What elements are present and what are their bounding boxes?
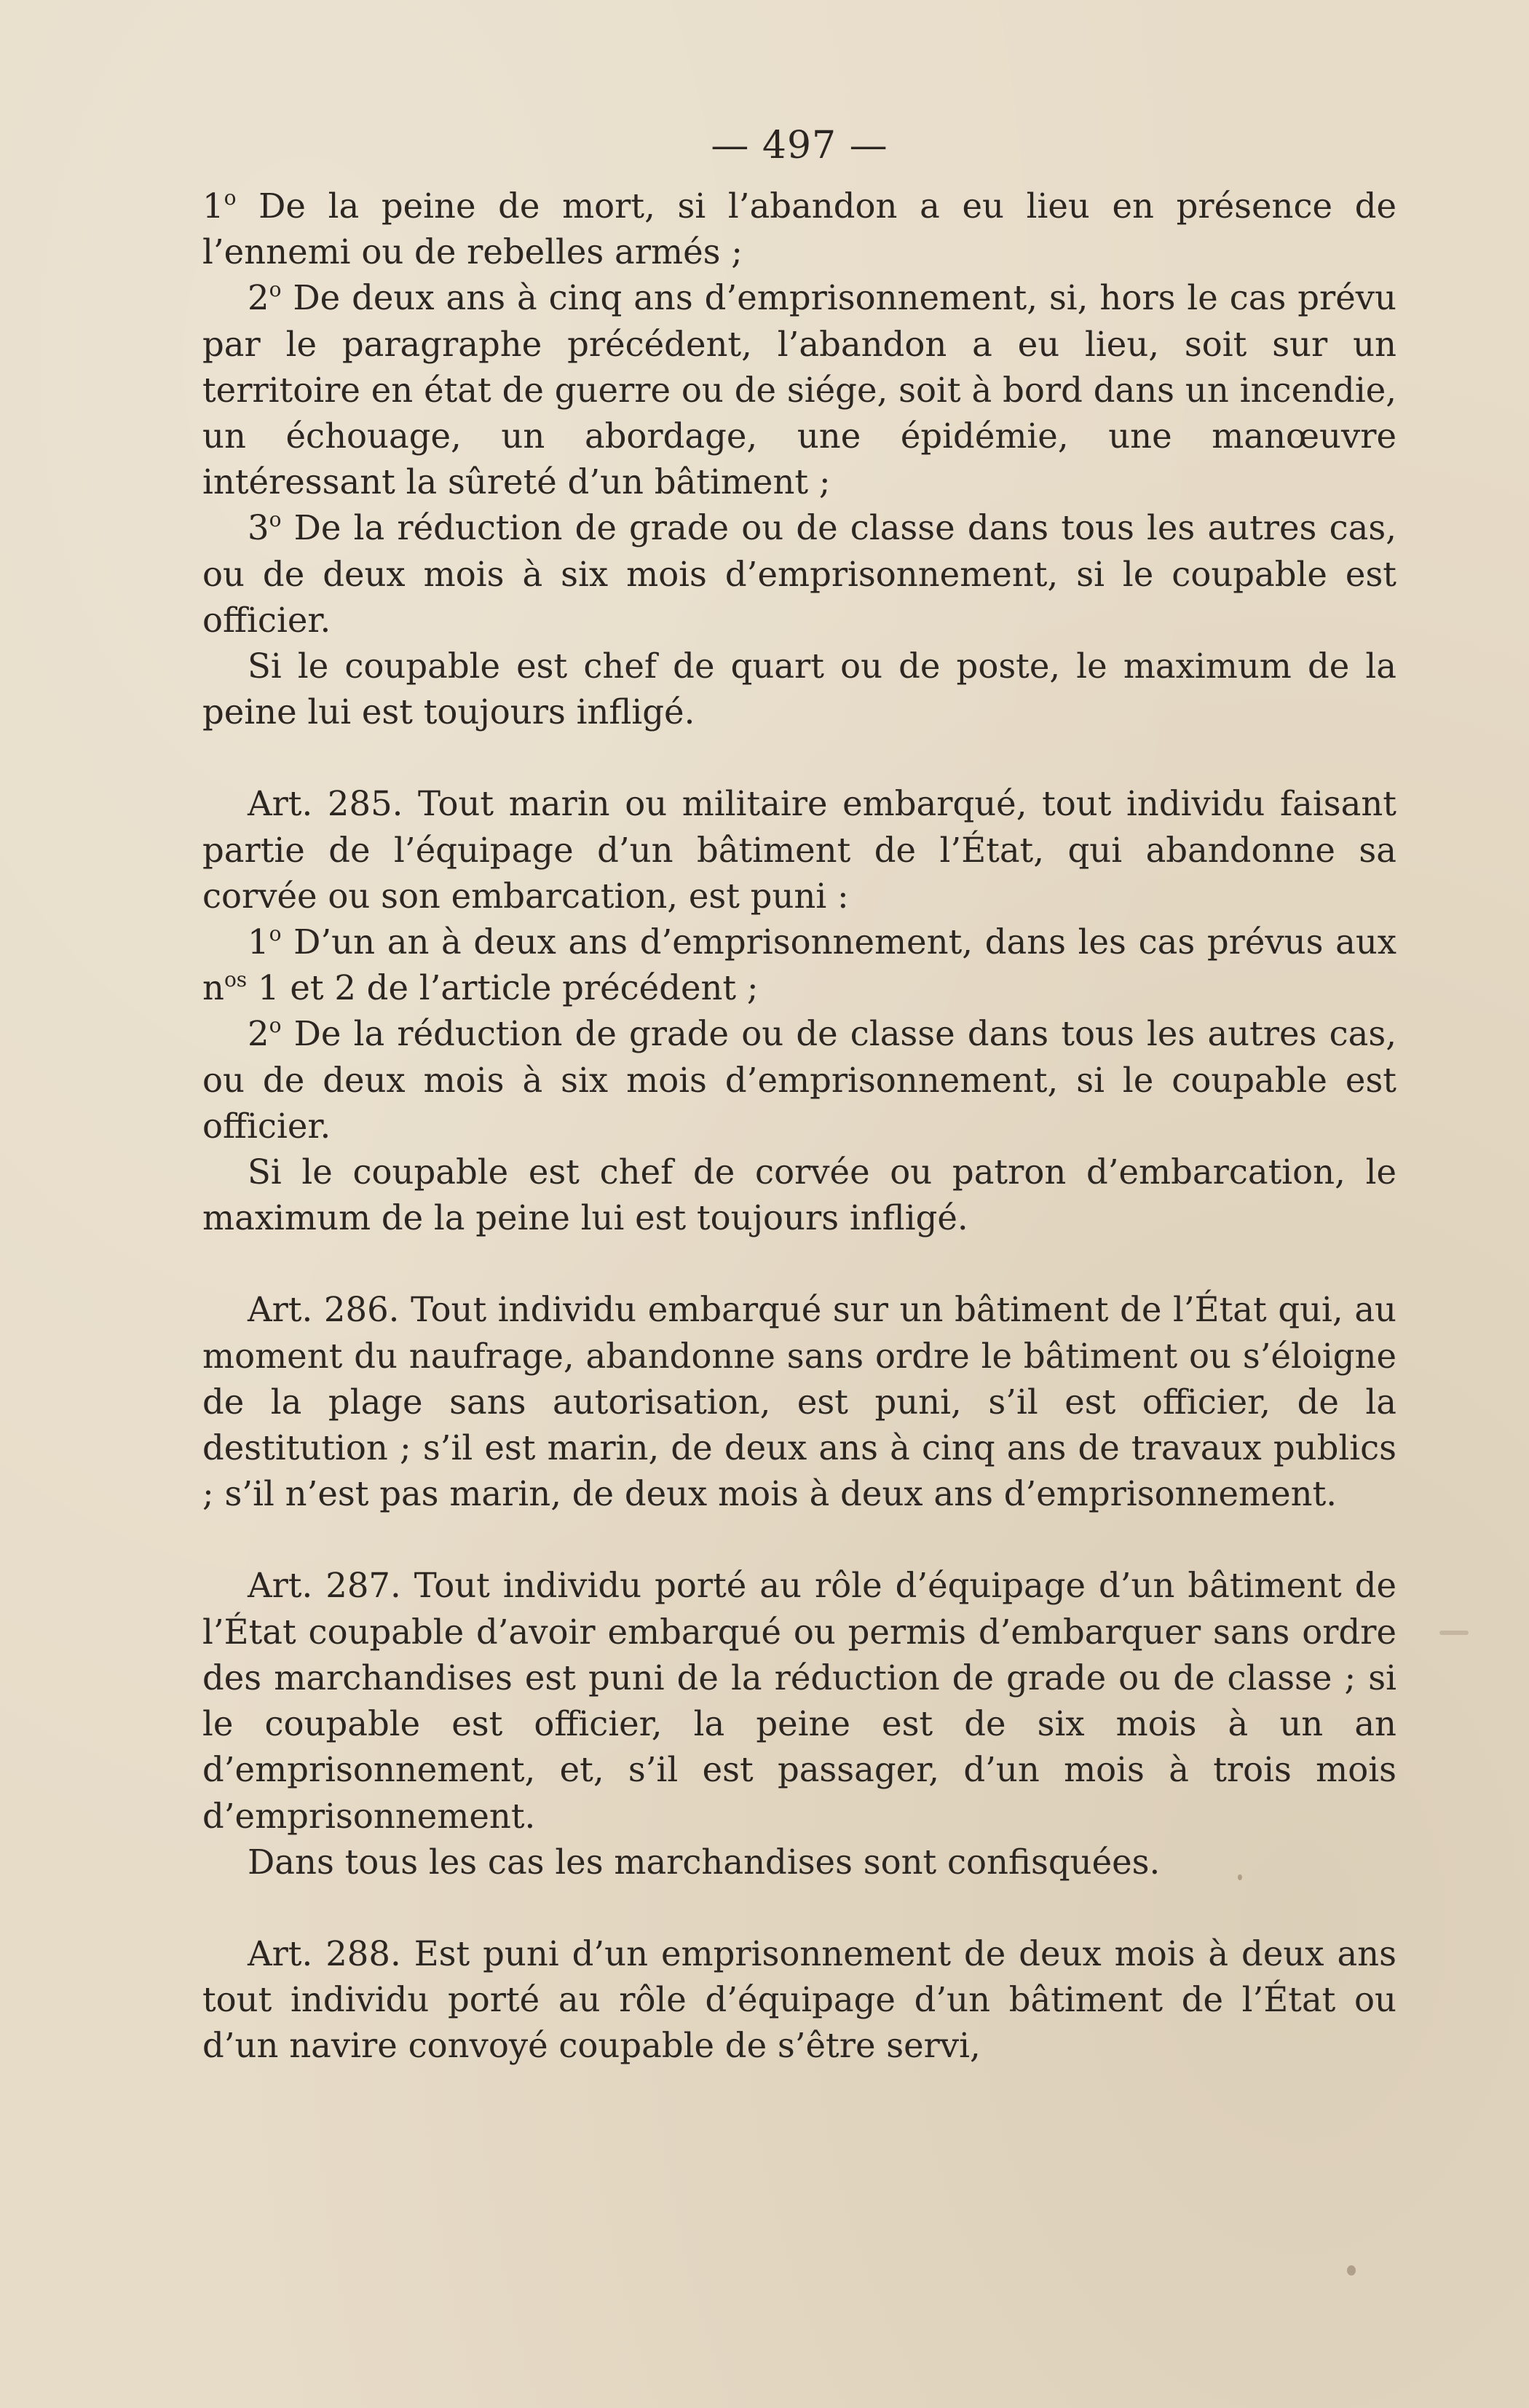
paragraph-text: 1 <box>248 922 269 962</box>
paragraph <box>202 1149 1396 1241</box>
ordinal-superscript: o <box>269 1013 282 1038</box>
ordinal-superscript: o <box>269 277 282 302</box>
paragraph-text: De la réduction de grade ou de classe dans tous les autres cas, ou de deux mois à six mois d’emprisonnement, si le coupable est officier. <box>202 508 1396 640</box>
paper-speck <box>1238 1874 1242 1880</box>
ordinal-superscript: o <box>269 921 282 946</box>
paragraph <box>202 275 1396 505</box>
paragraph-text: 1 et 2 de l’article précédent ; <box>247 968 759 1008</box>
ordinal-superscript: o <box>224 185 237 210</box>
page-number: — 497 — <box>711 124 888 167</box>
paragraph-text: De deux ans à cinq ans d’emprisonnement, si, hors le cas prévu par le paragraphe précédent, l’abandon a eu lieu, soit sur un territoire en état de guerre ou de siége, soit à bord dans un incendie, un échouage, un abordage, une épidémie, une manœuvre intéressant la sûreté d’un bâtiment ; <box>202 278 1396 502</box>
paragraph-gap <box>202 1885 1396 1931</box>
paragraph-text: D’un an à deux ans d’emprisonnement, dans les cas prévus aux n <box>202 922 1396 1008</box>
page-text <box>202 183 1396 2070</box>
paragraph-gap <box>202 1517 1396 1563</box>
paragraph <box>202 505 1396 643</box>
paragraph <box>202 1287 1396 1517</box>
paragraph-text: Art. 285. Tout marin ou militaire embarqué, tout individu faisant partie de l’équipage d’un bâtiment de l’État, qui abandonne sa corvée ou son embarcation, est puni : <box>202 784 1396 916</box>
paragraph <box>202 1839 1396 1885</box>
paragraph <box>202 919 1396 1011</box>
book-page <box>202 124 1396 2070</box>
numero-superscript: os <box>224 967 248 992</box>
paragraph-text: 3 <box>248 508 269 548</box>
paragraph-text: Art. 286. Tout individu embarqué sur un bâtiment de l’État qui, au moment du naufrage, abandonne sans ordre le bâtiment ou s’éloigne de la plage sans autorisation, est puni, s’il est officier, de la destitution ; s’il est marin, de deux ans à cinq ans de travaux publics ; s’il n’est pas marin, de deux mois à deux ans d’emprisonnement. <box>202 1290 1396 1514</box>
paragraph-text: Art. 288. Est puni d’un emprisonnement de deux mois à deux ans tout individu porté au rôle d’équipage d’un bâtiment de l’État ou d’un navire convoyé coupable de s’être servi, <box>202 1933 1396 2066</box>
paragraph-gap <box>202 735 1396 781</box>
paragraph-text: Art. 287. Tout individu porté au rôle d’équipage d’un bâtiment de l’État coupable d’avoir embarqué ou permis d’embarquer sans ordre des marchandises est puni de la réduction de grade ou de classe ; si le coupable est officier, la peine est de six mois à un an d’emprisonnement, et, s’il est passager, d’un mois à trois mois d’emprisonnement. <box>202 1566 1396 1836</box>
ordinal-superscript: o <box>269 507 282 532</box>
paragraph-text: 1 <box>202 186 224 226</box>
paragraph <box>202 1011 1396 1149</box>
paragraph-text: De la peine de mort, si l’abandon a eu lieu en présence de l’ennemi ou de rebelles armés ; <box>202 186 1396 272</box>
paragraph-text: Si le coupable est chef de quart ou de poste, le maximum de la peine lui est toujours infligé. <box>202 646 1396 732</box>
paragraph-text: 2 <box>248 278 269 318</box>
paragraph-gap <box>202 1241 1396 1287</box>
paper-speck <box>1347 2265 1356 2276</box>
paragraph <box>202 781 1396 919</box>
paragraph <box>202 1931 1396 2070</box>
paragraph-text: 2 <box>248 1014 269 1054</box>
paragraph <box>202 643 1396 735</box>
paragraph-text: Dans tous les cas les marchandises sont confisquées. <box>248 1842 1161 1882</box>
paragraph <box>202 183 1396 275</box>
paragraph-text: Si le coupable est chef de corvée ou patron d’embarcation, le maximum de la peine lui est toujours infligé. <box>202 1152 1396 1238</box>
paragraph-text: De la réduction de grade ou de classe dans tous les autres cas, ou de deux mois à six mois d’emprisonnement, si le coupable est officier. <box>202 1014 1396 1146</box>
paper-speck <box>1439 1631 1469 1635</box>
paragraph <box>202 1563 1396 1839</box>
